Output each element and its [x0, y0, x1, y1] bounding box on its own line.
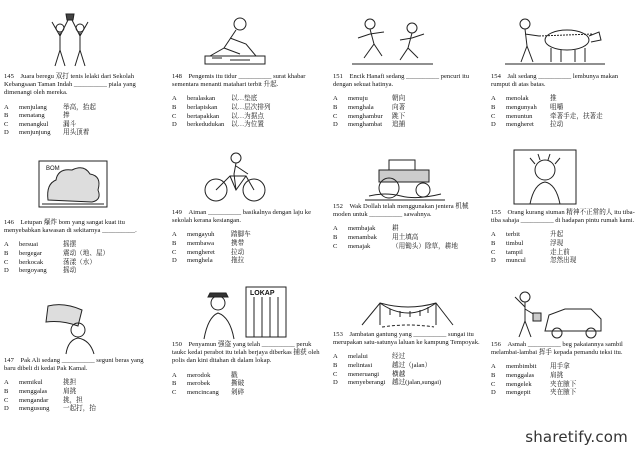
- option-letter: C: [491, 380, 496, 388]
- option-malay: terbit: [506, 231, 520, 239]
- option-b[interactable]: [333, 104, 483, 113]
- option-letter: A: [172, 231, 177, 239]
- question-stem: Juara beregu 双打 tenis lelaki dari Sekolah Kebangsaan Taman Indah __________ piala yang dimenangi oleh mereka.: [4, 73, 136, 97]
- option-chinese: 浮现: [550, 240, 564, 247]
- question-stem: Penyamun 强盗 yang telah __________ peruk taukc kedai perabot itu telah berjaya diberkas 捕获 oleh polis dan kini ditahan di dalam lokap.: [172, 341, 320, 365]
- option-letter: B: [172, 380, 177, 388]
- option-malay: beralaskan: [187, 95, 216, 103]
- option-malay: menambak: [348, 234, 377, 241]
- option-d[interactable]: [491, 121, 636, 130]
- option-letter: C: [491, 248, 496, 256]
- question-156: [491, 341, 636, 398]
- option-malay: bertapakkan: [187, 112, 220, 120]
- option-malay: menghambat: [348, 121, 383, 129]
- option-c[interactable]: [4, 259, 154, 268]
- option-letter: A: [333, 225, 338, 233]
- option-chinese: 以…为位置: [231, 121, 264, 129]
- option-letter: C: [172, 248, 177, 256]
- option-c[interactable]: [172, 389, 327, 398]
- cyclist-illustration: [200, 150, 270, 205]
- option-malay: bersuai: [19, 241, 39, 249]
- option-letter: A: [4, 103, 9, 111]
- option-a[interactable]: [491, 231, 636, 240]
- option-letter: C: [172, 388, 177, 396]
- option-letter: A: [172, 95, 177, 103]
- question-stem: Pak Ali sedang __________ seguni beras yang baru dibeli di kedai Pak Kamal.: [4, 357, 144, 373]
- option-malay: bergegar: [19, 250, 42, 257]
- option-letter: C: [4, 120, 9, 128]
- option-chinese: 追捕: [392, 121, 406, 129]
- option-letter: B: [333, 362, 338, 369]
- option-malay: melintasi: [348, 362, 373, 369]
- option-malay: menajak: [348, 242, 371, 250]
- option-malay: mengepit: [506, 389, 531, 397]
- option-chinese: 横越: [392, 370, 406, 378]
- option-b[interactable]: [172, 380, 327, 389]
- option-c[interactable]: [491, 381, 636, 390]
- option-chinese: 越过（jalan）: [392, 362, 432, 369]
- question-number: 150: [172, 341, 182, 348]
- option-d[interactable]: [333, 379, 485, 388]
- option-b[interactable]: [491, 104, 636, 113]
- option-d[interactable]: [4, 129, 154, 138]
- question-stem: Jali sedang __________ lembunya makan rumput di atas batas.: [491, 73, 619, 89]
- option-letter: D: [4, 267, 9, 275]
- option-b[interactable]: [4, 250, 154, 259]
- q149-picture: [200, 150, 270, 205]
- question-155: [491, 209, 636, 266]
- option-chinese: 咀嚼: [550, 104, 564, 111]
- option-malay: bergoyang: [19, 267, 47, 275]
- option-letter: A: [491, 95, 496, 103]
- question-number: 152: [333, 203, 343, 210]
- option-letter: D: [172, 257, 177, 265]
- option-chinese: 用土填高: [392, 234, 419, 241]
- option-malay: menghala: [348, 104, 374, 111]
- option-letter: D: [172, 121, 177, 129]
- option-malay: membajak: [348, 225, 376, 233]
- option-letter: D: [333, 121, 338, 129]
- option-letter: B: [491, 240, 496, 247]
- option-malay: melalui: [348, 353, 368, 361]
- question-number: 149: [172, 209, 182, 216]
- option-malay: menghela: [187, 257, 213, 265]
- question-147: [4, 357, 154, 414]
- option-letter: D: [491, 389, 496, 397]
- man-carrying-sack-illustration: [38, 300, 108, 355]
- option-d[interactable]: [4, 405, 154, 414]
- option-malay: mengheret: [506, 121, 534, 129]
- option-letter: D: [491, 121, 496, 129]
- question-number: 153: [333, 331, 343, 338]
- bomb-sign-text: BOM: [46, 166, 60, 172]
- option-malay: berkedudukan: [187, 121, 225, 129]
- option-chinese: 捧: [63, 112, 70, 120]
- bomb-explosion-illustration: [38, 160, 108, 208]
- option-letter: C: [4, 258, 9, 266]
- question-154: [491, 73, 636, 130]
- question-145: [4, 73, 154, 138]
- option-letter: B: [333, 104, 338, 111]
- option-chinese: 一起打，抬: [63, 405, 96, 413]
- option-letter: A: [491, 363, 496, 371]
- q147-picture: [38, 300, 108, 355]
- option-malay: menjunjung: [19, 129, 51, 137]
- option-a[interactable]: [172, 372, 327, 381]
- option-a[interactable]: [333, 225, 485, 234]
- question-number: 148: [172, 73, 182, 80]
- option-chinese: 摇动: [63, 267, 77, 275]
- option-d[interactable]: [333, 121, 483, 130]
- beggar-on-newspaper-illustration: [200, 10, 270, 70]
- option-b[interactable]: [333, 362, 485, 371]
- option-d[interactable]: [4, 267, 154, 276]
- option-malay: mengayuh: [187, 231, 215, 239]
- option-chinese: 升起: [550, 231, 564, 239]
- option-letter: B: [491, 372, 496, 379]
- question-number: 146: [4, 219, 14, 226]
- option-d[interactable]: [172, 121, 322, 130]
- option-c[interactable]: [333, 113, 483, 122]
- question-stem: Orang kurang siuman 精神不正常的人 itu tiba-tiba sahaja __________ di hadapan pintu rumah kami.: [491, 209, 635, 225]
- question-153: [333, 331, 485, 388]
- option-chinese: 朝向: [392, 95, 406, 103]
- option-malay: membimbit: [506, 363, 537, 371]
- option-chinese: 拉动: [231, 248, 245, 256]
- option-c[interactable]: [333, 243, 485, 252]
- option-malay: muncul: [506, 257, 526, 265]
- question-151: [333, 73, 483, 130]
- question-148: [172, 73, 322, 130]
- option-chinese: 漏斗: [63, 120, 77, 128]
- option-chinese: 剁碎: [231, 388, 245, 396]
- option-a[interactable]: [333, 95, 483, 104]
- option-letter: B: [172, 240, 177, 247]
- option-letter: D: [4, 129, 9, 137]
- question-stem: Encik Hanafi sedang __________ pencuri itu dengan sekuat hatinya.: [333, 73, 470, 89]
- question-stem: Letupan 爆炸 bom yang sangat kuat itu menyebabkan kawasan di sekitarnya __________.: [4, 219, 137, 235]
- option-chinese: 越过(jalan,sungai): [392, 379, 442, 387]
- question-number: 147: [4, 357, 14, 364]
- trophy-lifters-illustration: [40, 10, 100, 70]
- question-number: 151: [333, 73, 343, 80]
- option-malay: menatang: [19, 112, 45, 120]
- option-malay: membawa: [187, 240, 215, 247]
- question-stem: Jambatan gantung yang __________ sungai itu merupakan satu-satunya laluan ke kampung Tempoyak.: [333, 331, 480, 347]
- option-letter: C: [333, 242, 338, 250]
- option-letter: A: [491, 231, 496, 239]
- option-malay: menyeberangi: [348, 379, 386, 387]
- option-malay: menggalas: [19, 388, 48, 395]
- option-chinese: 肩挑: [550, 372, 564, 379]
- option-malay: menghambur: [348, 112, 383, 120]
- option-malay: meneruangi: [348, 370, 380, 378]
- option-letter: B: [4, 250, 9, 257]
- option-d[interactable]: [491, 257, 636, 266]
- option-malay: memikul: [19, 379, 43, 387]
- q145-picture: [40, 10, 100, 70]
- option-chinese: 牵著手走，扶著走: [550, 112, 603, 120]
- question-number: 155: [491, 209, 501, 216]
- option-chinese: 踏脚车: [231, 231, 251, 239]
- option-b[interactable]: [333, 234, 485, 243]
- question-number: 156: [491, 341, 501, 348]
- question-146: [4, 219, 154, 276]
- option-malay: menuntun: [506, 112, 533, 120]
- question-stem: Pengemis itu tidur __________ surat khabar sementara menanti matahari terbit 升起.: [172, 73, 306, 89]
- option-a[interactable]: [172, 231, 322, 240]
- q152-picture: [365, 148, 445, 203]
- leading-cow-illustration: [505, 10, 605, 70]
- option-b[interactable]: [172, 104, 322, 113]
- option-b[interactable]: [4, 388, 154, 397]
- option-malay: mencincang: [187, 388, 219, 396]
- question-stem: Aiman __________ basikalnya dengan laju ke sekolah kerana kesiangan.: [172, 209, 311, 225]
- option-malay: berkocak: [19, 258, 44, 266]
- woman-waving-taxi-illustration: [505, 285, 605, 340]
- q155-picture: [510, 148, 580, 206]
- question-152: [333, 203, 485, 251]
- question-number: 154: [491, 73, 501, 80]
- option-chinese: 挑，担: [63, 396, 83, 404]
- option-chinese: 挑担: [63, 379, 77, 387]
- option-malay: menolak: [506, 95, 529, 103]
- option-malay: menjulang: [19, 103, 47, 111]
- option-letter: B: [4, 112, 9, 120]
- option-letter: B: [491, 104, 496, 111]
- option-c[interactable]: [333, 371, 485, 380]
- tractor-illustration: [365, 148, 445, 203]
- question-stem: Asmah __________ beg pakaiannya sambil melambai-lambai 挥手 kepada pemandu teksi itu.: [491, 341, 623, 357]
- option-chinese: 摇摆: [63, 241, 77, 249]
- option-b[interactable]: [491, 240, 636, 249]
- question-150: [172, 341, 327, 397]
- option-b[interactable]: [491, 372, 636, 381]
- option-a[interactable]: [491, 363, 636, 372]
- option-c[interactable]: [172, 249, 322, 258]
- option-malay: menggalas: [506, 372, 535, 379]
- option-letter: B: [172, 104, 177, 111]
- man-at-door-illustration: [510, 148, 580, 206]
- lokap-sign-text: LOKAP: [250, 290, 275, 297]
- option-malay: mengandar: [19, 396, 49, 404]
- option-chinese: 用头顶着: [63, 129, 90, 137]
- option-b[interactable]: [4, 112, 154, 121]
- option-chinese: 携带: [231, 240, 245, 247]
- question-stem: Wak Dollah telah menggunakan jentera 机械 moden untuk __________ sawahnya.: [333, 203, 469, 219]
- option-d[interactable]: [172, 257, 322, 266]
- option-malay: tampil: [506, 248, 523, 256]
- option-chinese: 夹在腋下: [550, 380, 577, 388]
- option-letter: C: [491, 112, 496, 120]
- option-malay: merodok: [187, 371, 211, 379]
- q146-picture: [38, 160, 108, 208]
- option-malay: mengheret: [187, 248, 215, 256]
- option-chinese: 夹在腋下: [550, 389, 577, 397]
- option-c[interactable]: [491, 249, 636, 258]
- option-chinese: 撕破: [231, 380, 245, 388]
- q148-picture: [200, 10, 270, 70]
- option-c[interactable]: [4, 397, 154, 406]
- option-letter: C: [333, 370, 338, 378]
- option-chinese: 拖拉: [231, 257, 245, 265]
- option-c[interactable]: [172, 113, 322, 122]
- option-chinese: 以…层次排列: [231, 104, 271, 111]
- option-letter: A: [4, 379, 9, 387]
- option-malay: timbul: [506, 240, 524, 247]
- option-a[interactable]: [4, 241, 154, 250]
- option-chinese: 戳: [231, 371, 238, 379]
- option-chinese: 忽然出现: [550, 257, 577, 265]
- option-malay: berlapiskan: [187, 104, 218, 111]
- q151-picture: [350, 10, 435, 70]
- option-letter: C: [333, 112, 338, 120]
- q156-picture: [505, 285, 605, 340]
- option-malay: mengunyah: [506, 104, 537, 111]
- option-a[interactable]: [491, 95, 636, 104]
- option-chinese: 耕: [392, 225, 399, 233]
- option-chinese: 拉动: [550, 121, 564, 129]
- watermark: sharetify.com: [525, 428, 628, 446]
- option-chinese: （用锄头）除草，耕地: [392, 242, 458, 250]
- q150-picture: [200, 285, 290, 340]
- option-a[interactable]: [4, 379, 154, 388]
- question-149: [172, 209, 322, 266]
- option-chinese: 以…为据点: [231, 112, 264, 120]
- option-letter: D: [491, 257, 496, 265]
- option-malay: menuju: [348, 95, 368, 103]
- option-b[interactable]: [172, 240, 322, 249]
- option-letter: A: [333, 353, 338, 361]
- option-chinese: 向著: [392, 104, 406, 111]
- option-letter: D: [333, 379, 338, 387]
- option-letter: B: [333, 234, 338, 241]
- chasing-thief-illustration: [350, 10, 435, 70]
- option-letter: C: [4, 396, 9, 404]
- option-a[interactable]: [172, 95, 322, 104]
- option-letter: C: [172, 112, 177, 120]
- option-chinese: 跳下: [392, 112, 406, 120]
- option-chinese: 走上前: [550, 248, 570, 256]
- option-chinese: 荡漾（水）: [63, 258, 96, 266]
- option-malay: merobek: [187, 380, 211, 388]
- option-a[interactable]: [4, 104, 154, 113]
- option-letter: B: [4, 388, 9, 395]
- option-chinese: 经过: [392, 353, 406, 361]
- q154-picture: [505, 10, 605, 70]
- option-letter: A: [172, 371, 177, 379]
- police-lockup-illustration: [200, 285, 290, 340]
- option-chinese: 以…垫底: [231, 95, 258, 103]
- option-letter: D: [4, 405, 9, 413]
- option-chinese: 肩挑: [63, 388, 77, 395]
- option-letter: A: [4, 241, 9, 249]
- option-a[interactable]: [333, 353, 485, 362]
- option-chinese: 用手拿: [550, 363, 570, 371]
- q153-picture: [360, 285, 455, 330]
- option-chinese: 震动（地、屋）: [63, 250, 110, 257]
- option-malay: mengelek: [506, 380, 532, 388]
- suspension-bridge-illustration: [360, 285, 455, 330]
- option-chinese: 举高，抬起: [63, 103, 96, 111]
- option-c[interactable]: [491, 113, 636, 122]
- option-d[interactable]: [491, 389, 636, 398]
- option-letter: A: [333, 95, 338, 103]
- option-chinese: 推: [550, 95, 557, 103]
- question-number: 145: [4, 73, 14, 80]
- option-malay: menangkul: [19, 120, 49, 128]
- option-malay: mengusung: [19, 405, 50, 413]
